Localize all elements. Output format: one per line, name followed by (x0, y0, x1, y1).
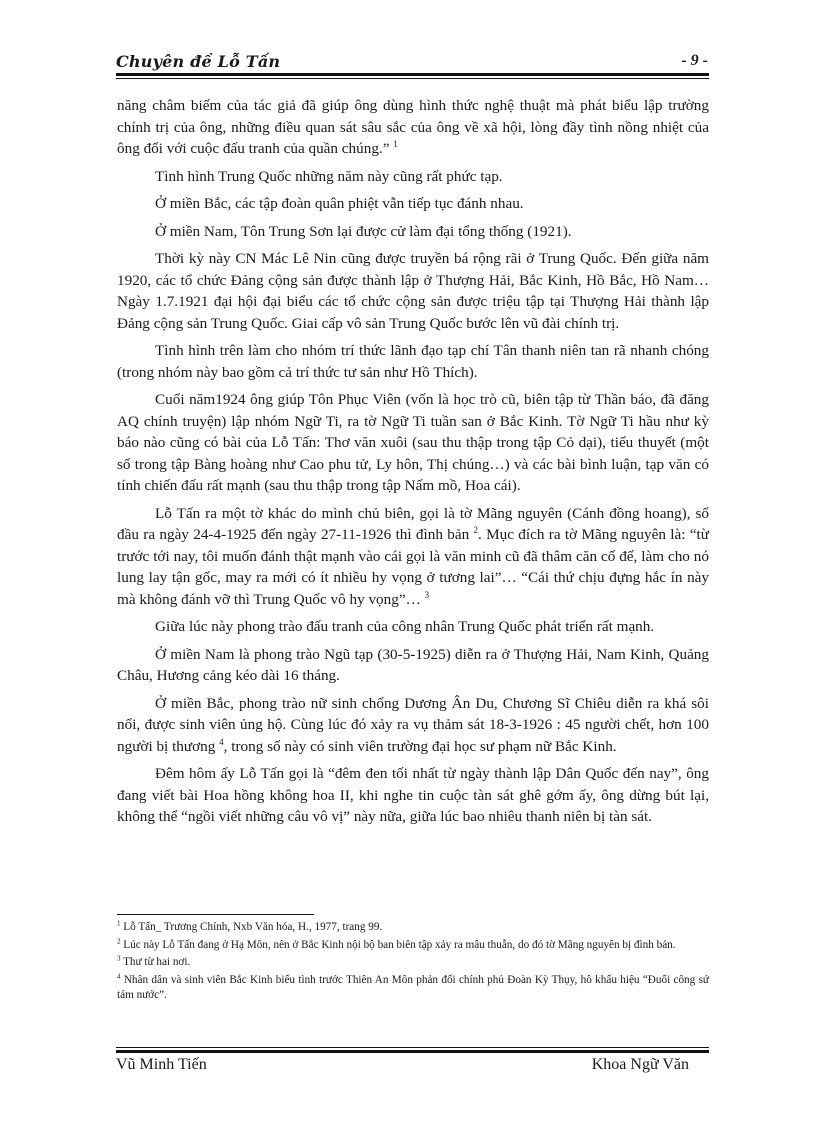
footnote: $^1$ Lỗ Tấn_ Trương Chính, Nxb Văn hóa, H., 1977, trang 99. (117, 919, 383, 933)
footnote-separator (117, 914, 314, 915)
body-text (117, 95, 709, 834)
footnote-ref: 1 (393, 138, 398, 149)
header-rule-thick (116, 73, 709, 76)
paragraph: Ở miền Nam là phong trào Ngũ tạp (30-5-1925) diễn ra ở Thượng Hải, Nam Kinh, Quảng Châu, Hương cảng kéo dài 16 tháng. (117, 645, 709, 684)
paragraph: Ở miền Bắc, phong trào nữ sinh chống Dương Ân Du, Chương Sĩ Chiêu diễn ra khá sôi nổi, được sinh viên ủng hộ. Cùng lúc đó xảy ra vụ thảm sát 18-3-1926 : 45 người chết, hơn 100 người bị thương $^4$, trong số này có sinh viên trường đại học sư phạm nữ Bắc Kinh. (117, 694, 709, 755)
footer-author: Vũ Minh Tiến (116, 1056, 207, 1073)
footnote-ref: 3 (424, 589, 430, 600)
paragraph: Giữa lúc này phong trào đấu tranh của công nhân Trung Quốc phát triển rất mạnh. (155, 618, 655, 635)
footnote-ref: 4 (219, 736, 224, 747)
paragraph: Ở miền Nam, Tôn Trung Sơn lại được cử làm đại tổng thống (1921). (155, 222, 572, 240)
footnotes (117, 920, 709, 1006)
page-number: - 9 - (681, 52, 708, 69)
paragraph: Tình hình trên làm cho nhóm trí thức lãnh đạo tạp chí Tân thanh niên tan rã nhanh chóng (trong nhóm này bao gồm cả trí thức tư sản như Hồ Thích). (117, 342, 709, 381)
paragraph: Lỗ Tấn ra một tờ khác do mình chủ biên, gọi là tờ Mãng nguyên (Cánh đồng hoang), số đầu ra ngày 24-4-1925 đến ngày 27-11-1926 thì đình bản $^2$. Mục đích ra tờ Mãng nguyên là: “từ trước tới nay, tôi muốn đánh thật mạnh vào cái gọi là văn minh cũ đã thâm căn cố đế, làm cho nó lung lay tận gốc, may ra mới có ít nhiều hy vọng ở tương lai”… “Cái thứ chịu đựng hắc ín này mà không đánh vỡ thì Trung Quốc vô hy vọng”… $^3$ (117, 504, 709, 608)
footer-department: Khoa Ngữ Văn (591, 1056, 689, 1073)
footer-rule-thick (116, 1050, 709, 1053)
header-title: Chuyên đề Lỗ Tấn (116, 52, 281, 71)
header-rule-thin (116, 78, 709, 79)
footnote: $^4$ Nhân dân và sinh viên Bắc Kinh biểu tình trước Thiên An Môn phản đối chính phủ Đoàn Kỳ Thụy, hô khẩu hiệu “Đuổi công sứ tám nước”. (117, 971, 709, 1001)
footnote: $^3$ Thư từ hai nơi. (117, 954, 191, 968)
paragraph: Ở miền Bắc, các tập đoàn quân phiệt vẫn tiếp tục đánh nhau. (155, 195, 524, 212)
paragraph: Cuối năm1924 ông giúp Tôn Phục Viên (vốn là học trò cũ, biên tập từ Thần báo, đã đăng AQ chính truyện) lập nhóm Ngữ Ti, ra tờ Ngữ Ti tuần san ở Bắc Kinh. Tờ Ngữ Ti hầu như kỳ báo nào cũng có bài của Lỗ Tấn: Thơ văn xuôi (sau thu thập trong tập Cỏ dại), tiểu thuyết (một số trong tập Bàng hoàng như Cao phu tử, Ly hôn, Thị chúng…) và các bài bình luận, tạp văn có tính chiến đấu rất mạnh (sau thu thập trong tập Nấm mồ, Hoa cái). (117, 391, 709, 494)
footer-rule-thin (116, 1047, 709, 1048)
paragraph: Thời kỳ này CN Mác Lê Nin cũng được truyền bá rộng rãi ở Trung Quốc. Đến giữa năm 1920, các tổ chức Đảng cộng sản được thành lập ở Thượng Hải, Bắc Kinh, Hồ Bắc, Hồ Nam… Ngày 1.7.1921 đại hội đại biểu các tổ chức cộng sản được triệu tập tại Thượng Hải thành lập Đảng cộng sản Trung Quốc. Giai cấp vô sản Trung Quốc bước lên vũ đài chính trị. (117, 250, 709, 332)
footnote-ref: 2 (473, 524, 479, 535)
paragraph: Tình hình Trung Quốc những năm này cũng rất phức tạp. (155, 167, 503, 185)
footnote: $^2$ Lúc này Lỗ Tấn đang ở Hạ Môn, nên ở Bắc Kinh nội bộ ban biên tập xảy ra mâu thuẫn, do đó tờ Mãng nguyên bị đình bản. (117, 936, 676, 951)
paragraph: Đêm hôm ấy Lỗ Tấn gọi là “đêm đen tối nhất từ ngày thành lập Dân Quốc đến nay”, ông đang viết bài Hoa hồng không hoa II, khi nghe tin cuộc tàn sát ghê gớm ấy, ông dừng bút lại, không thể “ngồi viết những câu vô vị” này nữa, giữa lúc bao nhiêu thanh niên bị tàn sát. (117, 765, 709, 825)
paragraph: năng châm biếm của tác giả đã giúp ông dùng hình thức nghệ thuật mà phát biểu lập trường chính trị của ông, những điều quan sát sâu sắc của ông về xã hội, lòng đầy tình nồng nhiệt của ông đối với cuộc đấu tranh của quần chúng.” $^1$ (117, 97, 709, 157)
